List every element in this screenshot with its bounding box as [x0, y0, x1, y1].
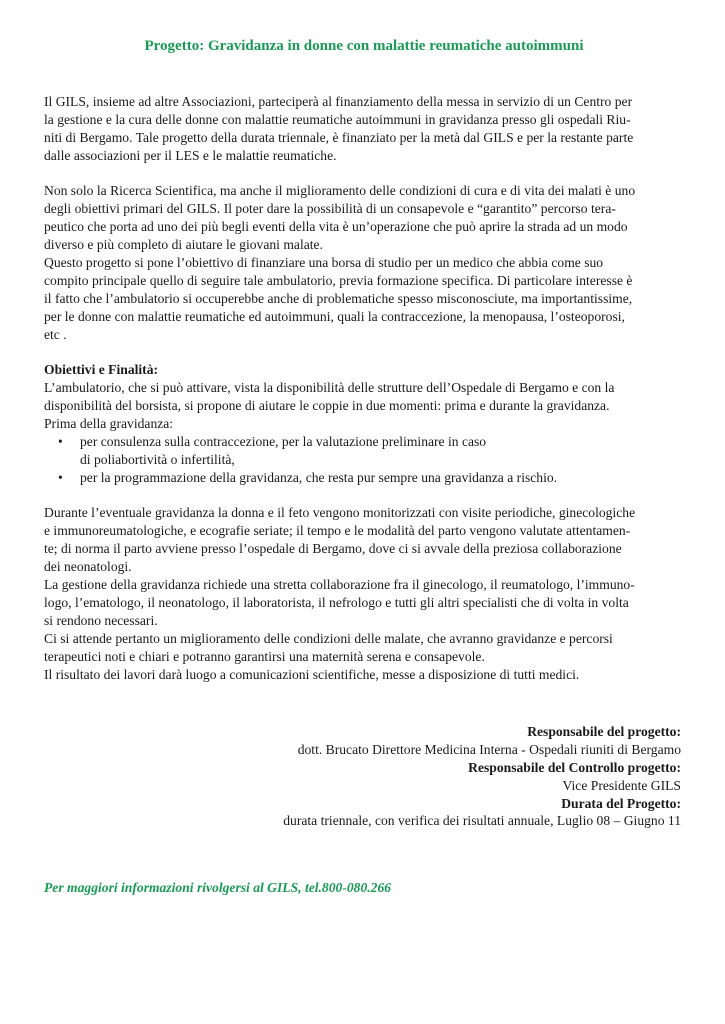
text-line: Il GILS, insieme ad altre Associazioni, parteciperà al finanziamento della messa in servizio di un Centro per	[44, 94, 633, 109]
text-line: la gestione e la cura delle donne con malattie reumatiche autoimmuni in gravidanza presso gli ospedali Riu-	[44, 111, 631, 127]
duration-label: Durata del Progetto:	[561, 795, 681, 811]
bullet-icon: •	[58, 433, 63, 449]
bullet-list	[44, 433, 684, 487]
text-line: Non solo la Ricerca Scientifica, ma anche il miglioramento delle condizioni di cura e di vita dei malati è uno	[44, 183, 636, 199]
text-line: Prima della gravidanza:	[44, 416, 174, 432]
list-item-continuation	[44, 451, 684, 469]
paragraph-research	[44, 182, 684, 343]
text-line: e immunoreumatologiche, e ecografie seriate; il tempo e le modalità del parto vengono valutate attentamen-	[44, 523, 631, 539]
responsible-value: dott. Brucato Direttore Medicina Interna - Ospedali riuniti di Bergamo	[297, 741, 681, 757]
paragraph-intro	[44, 93, 684, 165]
project-details	[283, 723, 681, 830]
text-line: te; di norma il parto avviene presso l’ospedale di Bergamo, dove ci si avvale della preziosa collaborazione	[44, 541, 622, 557]
list-item	[44, 433, 684, 451]
text-line: diverso e più completo di aiutare le giovani malate.	[44, 237, 323, 253]
responsible-label: Responsabile del progetto:	[527, 724, 681, 739]
text-line: si rendono necessari.	[44, 612, 158, 628]
text-line: Durante l’eventuale gravidanza la donna e il feto vengono monitorizzati con visite periodiche, ginecologiche	[44, 505, 636, 521]
page-title: Progetto: Gravidanza in donne con malattie reumatiche autoimmuni	[144, 38, 584, 54]
document-body	[44, 93, 684, 683]
text-line: Il risultato dei lavori darà luogo a comunicazioni scientifiche, messe a disposizione di tutti medici.	[44, 666, 580, 682]
list-item-text: per la programmazione della gravidanza, che resta pur sempre una gravidanza a rischio.	[80, 469, 558, 485]
contact-footer: Per maggiori informazioni rivolgersi al GILS, tel.800-080.266	[44, 880, 392, 895]
paragraph-gap	[44, 487, 684, 505]
control-label: Responsabile del Controllo progetto:	[468, 759, 681, 775]
text-line: per le donne con malattie reumatiche ed autoimmuni, quali la contraccezione, la menopausa, l’osteoporosi,	[44, 308, 625, 324]
list-item-text: per consulenza sulla contraccezione, per la valutazione preliminare in caso	[80, 433, 487, 449]
paragraph-gap	[44, 343, 684, 361]
text-line: Questo progetto si pone l’obiettivo di finanziare una borsa di studio per un medico che abbia come suo	[44, 255, 604, 271]
text-line: degli obiettivi primari del GILS. Il poter dare la possibilità di un consapevole e “garantito” percorso tera-	[44, 201, 616, 217]
text-line: La gestione della gravidanza richiede una stretta collaborazione fra il ginecologo, il reumatologo, l’immuno-	[44, 577, 635, 593]
paragraph-pregnancy	[44, 504, 684, 683]
list-item	[44, 469, 684, 487]
text-line: Ci si attende pertanto un miglioramento delle condizioni delle malate, che avranno gravidanze e percorsi	[44, 630, 613, 646]
text-line: dalle associazioni per il LES e le malattie reumatiche.	[44, 147, 337, 163]
paragraph-gap	[44, 165, 684, 183]
text-line: L’ambulatorio, che si può attivare, vista la disponibilità delle strutture dell’Ospedale di Bergamo e con la	[44, 380, 615, 396]
text-line: disponibilità del borsista, si propone di aiutare le coppie in due momenti: prima e durante la gravidanza.	[44, 398, 610, 414]
control-value: Vice Presidente GILS	[562, 777, 681, 793]
section-objectives	[44, 361, 684, 486]
text-line: etc .	[44, 326, 67, 342]
text-line: terapeutici noti e chiari e potranno garantirsi una maternità serena e consapevole.	[44, 648, 485, 664]
text-line: niti di Bergamo. Tale progetto della durata triennale, è finanziato per la metà dal GILS e per la restante parte	[44, 129, 634, 145]
list-item-text: di poliabortività o infertilità,	[80, 451, 235, 467]
text-line: logo, l’ematologo, il neonatologo, il laboratorista, il nefrologo e tutti gli altri specialisti che di volta in volta	[44, 594, 629, 610]
text-line: compito principale quello di seguire tale ambulatorio, previa formazione specifica. Di particolare interesse è	[44, 272, 633, 288]
duration-value: durata triennale, con verifica dei risultati annuale, Luglio 08 – Giugno 11	[283, 813, 681, 829]
text-line: dei neonatologi.	[44, 559, 132, 575]
text-line: peutico che porta ad uno dei più begli eventi della vita è un’operazione che può aprire la strada ad un modo	[44, 219, 628, 235]
section-heading: Obiettivi e Finalità:	[44, 362, 159, 378]
text-line: il fatto che l’ambulatorio si occuperebbe anche di problematiche spesso misconosciute, ma importantissime,	[44, 290, 633, 306]
bullet-icon: •	[58, 469, 63, 485]
